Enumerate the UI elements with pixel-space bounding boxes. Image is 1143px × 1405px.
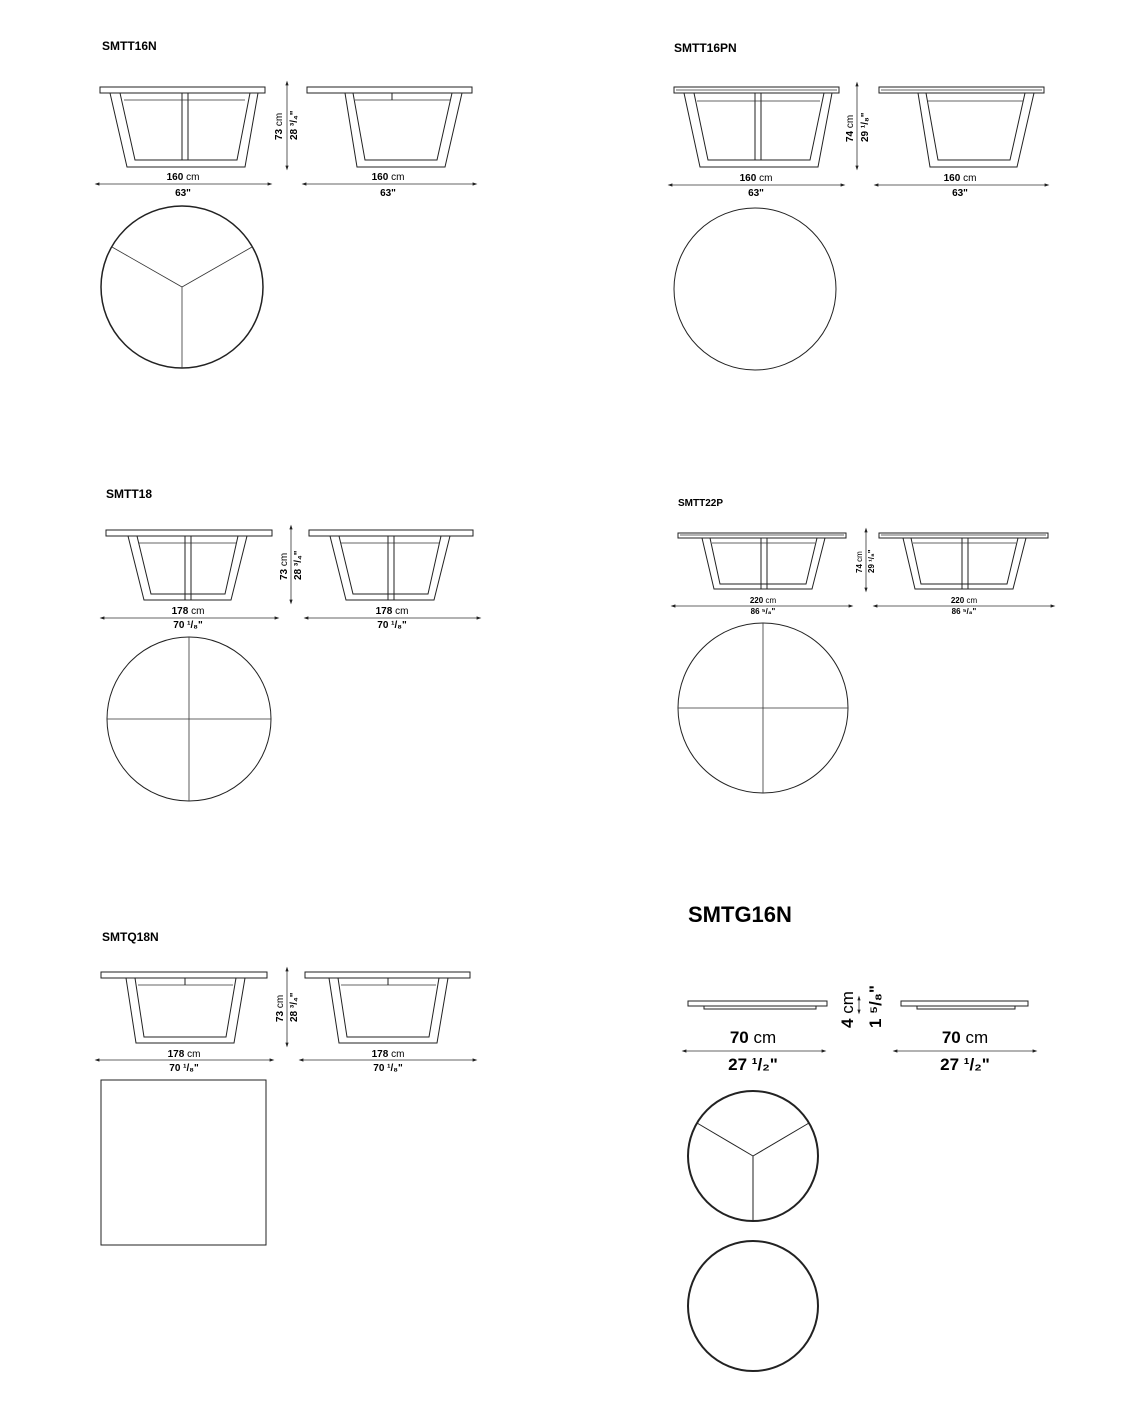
side-width-cm: 160 cm — [371, 172, 405, 183]
side-width-cm: 178 cm — [371, 1049, 405, 1060]
side-width-in: 27 ¹/₂" — [940, 1055, 990, 1074]
height-in: 28 ³/₄" — [289, 110, 300, 140]
height-in: 28 ³/₄" — [293, 550, 304, 580]
width-cm: 178 cm — [167, 1049, 201, 1060]
front-elevation — [678, 533, 846, 589]
side-elevation — [879, 87, 1044, 167]
model-smtg16n — [684, 902, 1035, 1371]
side-elevation — [901, 1001, 1028, 1009]
width-in: 86 ⁵/₈" — [750, 607, 776, 616]
front-elevation — [101, 972, 267, 1043]
model-code: SMTQ18N — [102, 930, 159, 944]
model-code: SMTT16PN — [674, 41, 737, 55]
model-smtq18n — [97, 930, 475, 1245]
height-cm: 73 cm — [279, 552, 290, 580]
side-elevation — [879, 533, 1048, 589]
side-width-cm: 70 cm — [941, 1028, 989, 1047]
side-elevation — [307, 87, 472, 167]
front-elevation — [100, 87, 265, 167]
side-elevation — [309, 530, 473, 600]
model-smtt16pn — [670, 41, 1047, 370]
front-elevation — [688, 1001, 827, 1009]
model-smtt18 — [102, 487, 479, 801]
height-in: 1 ⁵/₈" — [866, 985, 885, 1028]
width-in: 27 ¹/₂" — [728, 1055, 778, 1074]
width-cm: 70 cm — [729, 1028, 777, 1047]
width-cm: 160 cm — [739, 173, 773, 184]
height-cm: 74 cm — [845, 114, 856, 142]
width-in: 63" — [748, 188, 764, 199]
side-width-cm: 160 cm — [943, 173, 977, 184]
model-code: SMTT22P — [678, 498, 724, 509]
height-cm: 73 cm — [274, 112, 285, 140]
side-width-in: 86 ⁵/₈" — [951, 607, 977, 616]
model-code: SMTG16N — [688, 902, 792, 927]
model-smtt16n — [97, 39, 475, 368]
front-elevation — [674, 87, 839, 167]
side-width-in: 70 ¹/₈" — [377, 620, 407, 631]
side-width-in: 63" — [952, 188, 968, 199]
side-width-cm: 220 cm — [950, 596, 978, 605]
plan-view-round-three-segment — [101, 206, 263, 368]
side-width-cm: 178 cm — [375, 606, 409, 617]
side-width-in: 70 ¹/₈" — [373, 1063, 403, 1074]
plan-view-square — [101, 1080, 266, 1245]
model-code: SMTT18 — [106, 487, 153, 501]
width-in: 70 ¹/₈" — [169, 1063, 199, 1074]
width-cm: 220 cm — [749, 596, 777, 605]
width-cm: 178 cm — [171, 606, 205, 617]
front-elevation — [106, 530, 272, 600]
height-cm: 4 cm — [838, 991, 857, 1028]
height-cm: 73 cm — [275, 994, 286, 1022]
width-in: 70 ¹/₈" — [173, 620, 203, 631]
plan-view-round-four-segment — [107, 637, 271, 801]
plan-view-round-plain — [674, 208, 836, 370]
plan-view-round-four-segment — [678, 623, 848, 793]
height-in: 29 ¹/₈" — [867, 549, 876, 573]
height-cm: 74 cm — [855, 551, 864, 573]
plan-view-round-plain — [688, 1241, 818, 1371]
height-in: 29 ¹/₈" — [860, 112, 871, 142]
width-cm: 160 cm — [166, 172, 200, 183]
model-smtt22p — [673, 498, 1053, 793]
model-code: SMTT16N — [102, 39, 157, 53]
plan-view-round-three-segment — [688, 1091, 818, 1221]
side-elevation — [305, 972, 470, 1043]
height-in: 28 ³/₄" — [289, 992, 300, 1022]
width-in: 63" — [175, 188, 191, 199]
side-width-in: 63" — [380, 188, 396, 199]
